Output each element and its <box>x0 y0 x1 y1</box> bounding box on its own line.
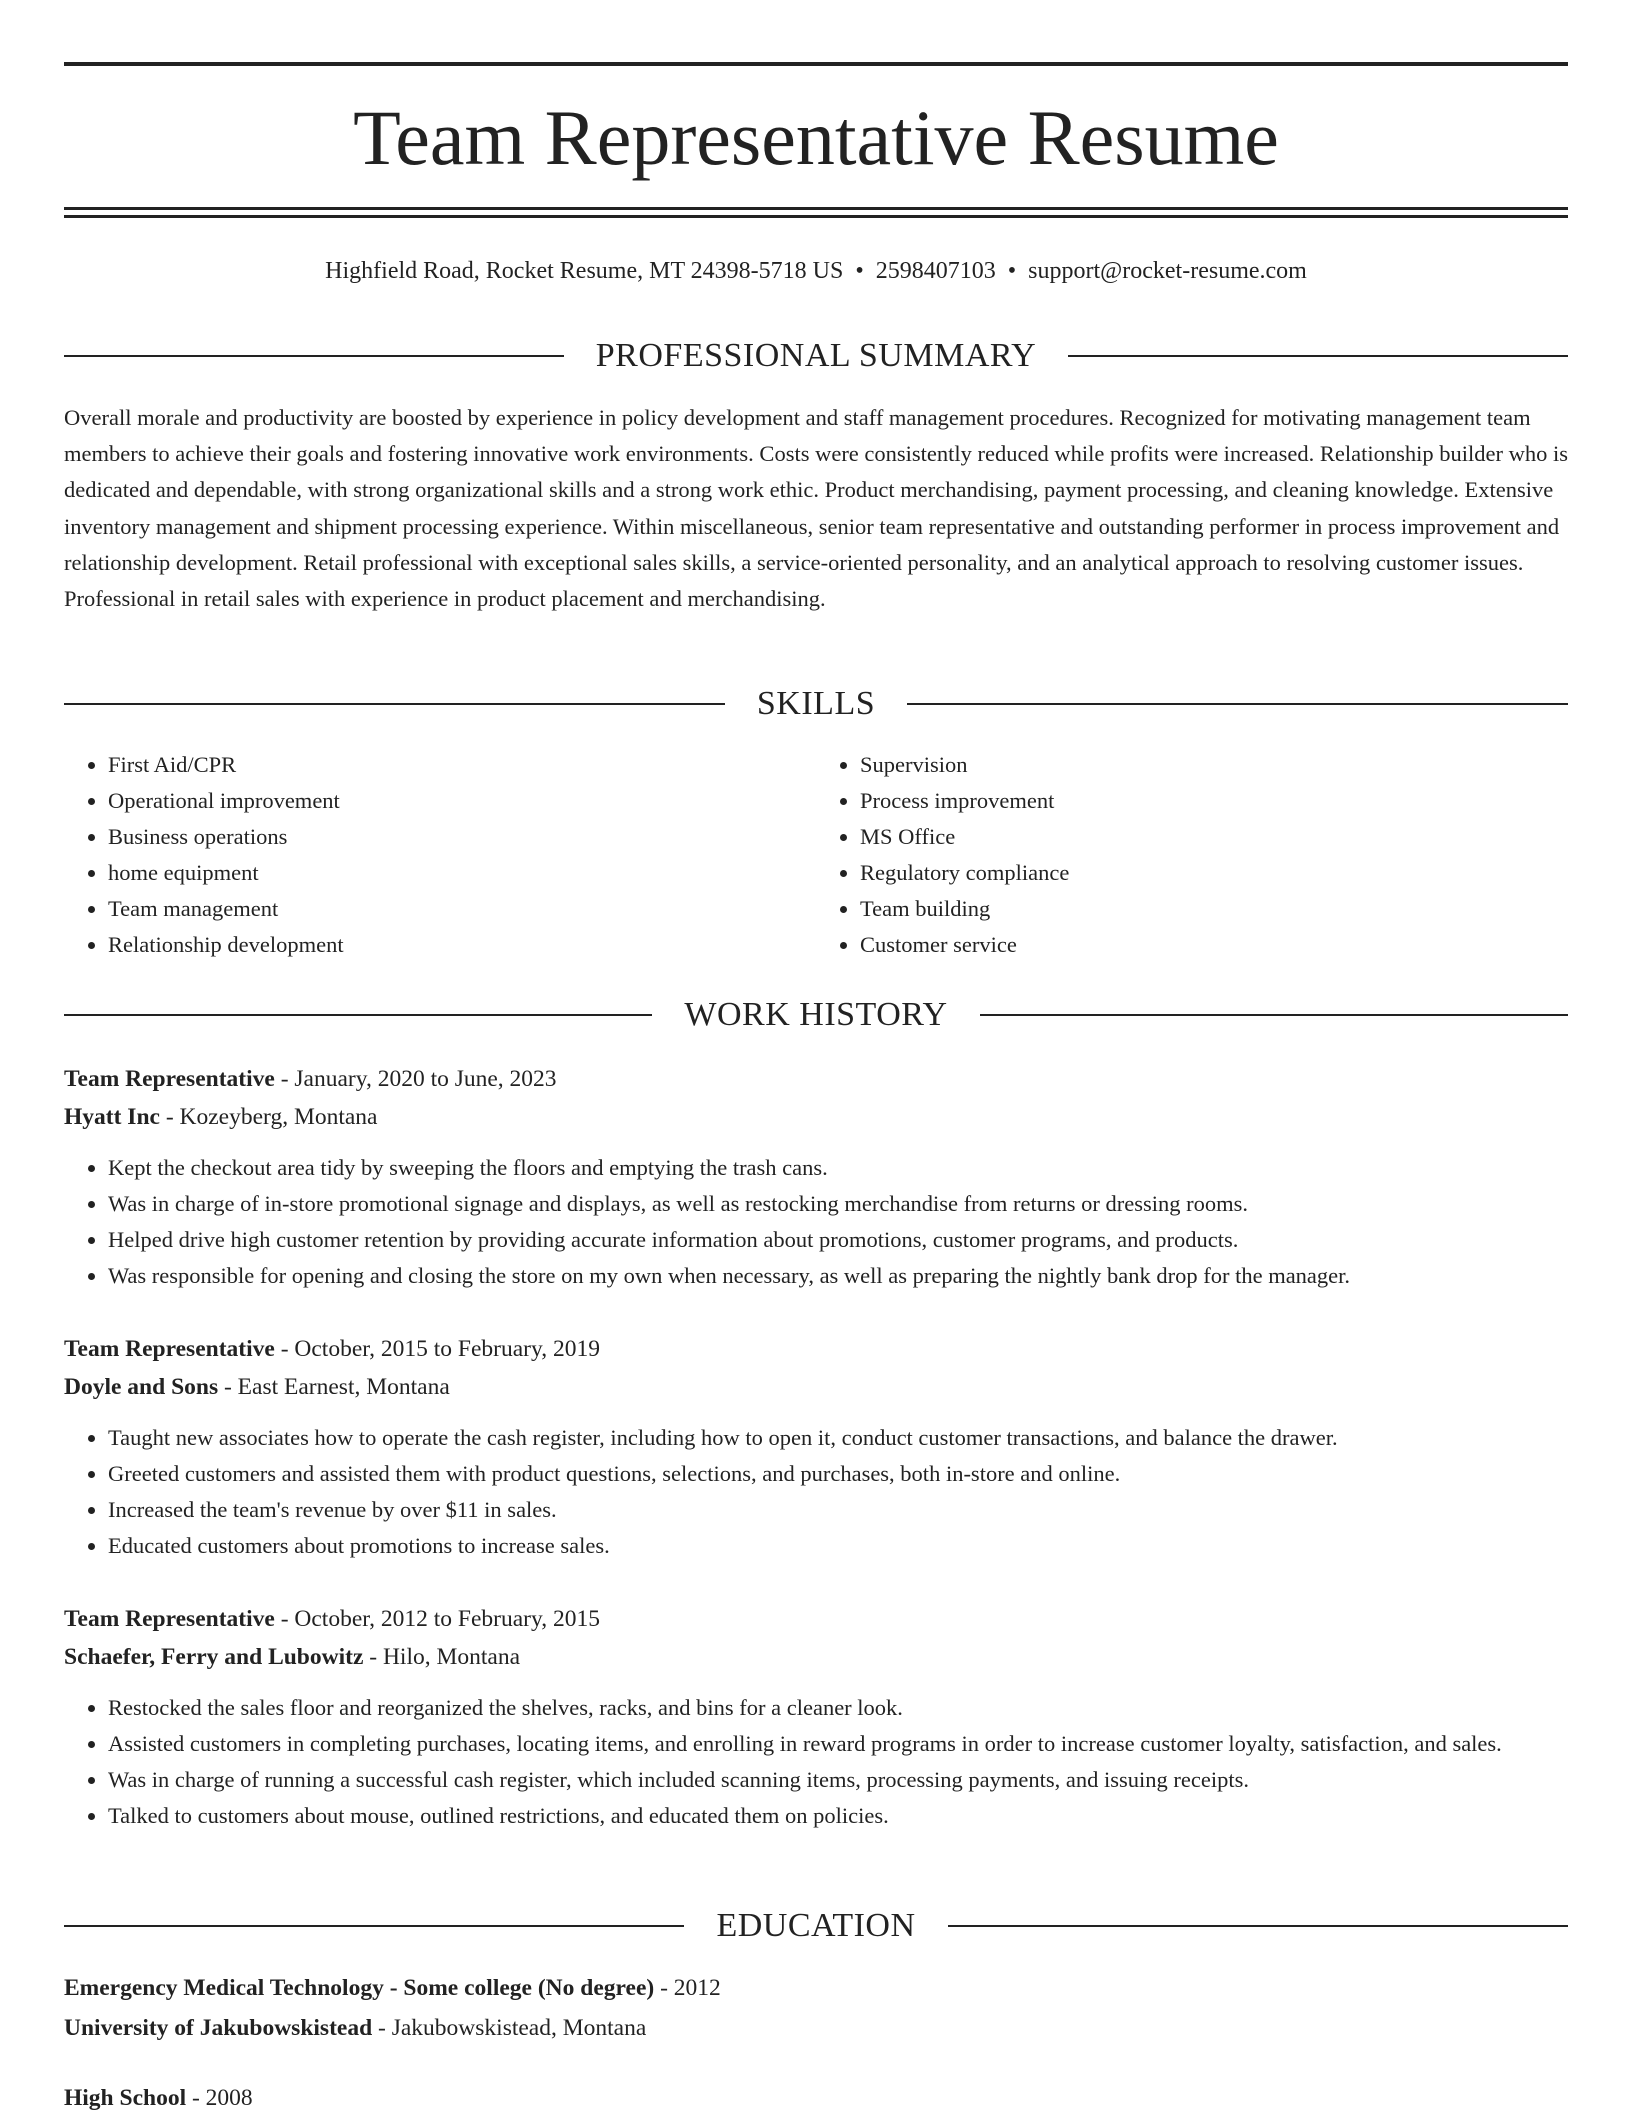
job-bullets <box>64 1690 1568 1834</box>
skill-item: • Customer service <box>860 927 1568 963</box>
job-company-line <box>64 1368 1568 1406</box>
skill-item: • MS Office <box>860 819 1568 855</box>
job-bullet: • Was responsible for opening and closing the store on my own when necessary, as well as preparing the nightly bank drop for the manager. <box>108 1258 1568 1294</box>
skill-item: • Team management <box>108 891 816 927</box>
job-bullet: • Was in charge of in-store promotional signage and displays, as well as restocking merchandise from returns or dressing rooms. <box>108 1186 1568 1222</box>
job-company-line <box>64 1098 1568 1136</box>
education-entry <box>64 2078 1568 2118</box>
section-rule-right <box>907 703 1568 705</box>
contact-email: support@rocket-resume.com <box>1028 258 1307 284</box>
section-rule-right <box>1068 355 1568 357</box>
job-bullet: • Increased the team's revenue by over $11 in sales. <box>108 1492 1568 1528</box>
education-degree-line <box>64 1968 1568 2008</box>
job-title-line <box>64 1600 1568 1638</box>
job-company: Schaefer, Ferry and Lubowitz <box>64 1644 364 1670</box>
section-title-education: EDUCATION <box>716 1907 916 1944</box>
skills-column-left <box>64 747 816 963</box>
contact-separator: • <box>1007 258 1017 284</box>
job-bullet: • Greeted customers and assisted them with product questions, selections, and purchases, both in-store and online. <box>108 1456 1568 1492</box>
header-top-rule <box>64 62 1568 66</box>
skill-item: • Operational improvement <box>108 783 816 819</box>
job-bullet: • Assisted customers in completing purchases, locating items, and enrolling in reward programs in order to increase customer loyalty, satisfaction, and sales. <box>108 1726 1568 1762</box>
section-rule-left <box>64 1925 684 1927</box>
education-location: - Jakubowskistead, Montana <box>372 2015 647 2041</box>
education-school: University of Jakubowskistead <box>64 2015 373 2041</box>
section-header-summary <box>64 334 1568 378</box>
section-header-work <box>64 993 1568 1037</box>
education-year: - 2008 <box>186 2085 253 2111</box>
summary-paragraph: Overall morale and productivity are boosted by experience in policy development and staff management procedures. Recognized for motivating management team members to achieve their goals and fostering innovative work environments. Costs were consistently reduced while profits were increased. Relationship builder who is dedicated and dependable, with strong organizational skills and a strong work ethic. Product merchandising, payment processing, and cleaning knowledge. Extensive inventory management and shipment processing experience. Within miscellaneous, senior team representative and outstanding performer in process improvement and relationship development. Retail professional with exceptional sales skills, a service-oriented personality, and an analytical approach to resolving customer issues. Professional in retail sales with experience in product placement and merchandising. <box>64 405 1568 612</box>
section-rule-left <box>64 355 564 357</box>
job-bullet: • Talked to customers about mouse, outlined restrictions, and educated them on policies. <box>108 1798 1568 1834</box>
job-company: Hyatt Inc <box>64 1104 160 1130</box>
section-rule-right <box>948 1925 1568 1927</box>
skill-item: • Process improvement <box>860 783 1568 819</box>
header-double-rule-lower <box>64 215 1568 218</box>
header-double-rule-upper <box>64 207 1568 210</box>
job-bullet: • Restocked the sales floor and reorganized the shelves, racks, and bins for a cleaner look. <box>108 1690 1568 1726</box>
education-degree: Emergency Medical Technology - Some college (No degree) <box>64 1975 655 2001</box>
education-degree: High School <box>64 2085 187 2111</box>
skill-item: • Team building <box>860 891 1568 927</box>
job-company-line <box>64 1638 1568 1676</box>
skill-item: • First Aid/CPR <box>108 747 816 783</box>
job-entry <box>64 1600 1568 1834</box>
skill-item: • home equipment <box>108 855 816 891</box>
skill-item: • Relationship development <box>108 927 816 963</box>
job-title: Team Representative <box>64 1066 275 1092</box>
education-degree-line <box>64 2078 1568 2118</box>
section-rule-left <box>64 703 725 705</box>
job-entry <box>64 1060 1568 1294</box>
job-bullets <box>64 1150 1568 1294</box>
education-school-line <box>64 2008 1568 2048</box>
job-entry <box>64 1330 1568 1564</box>
job-bullet: • Educated customers about promotions to increase sales. <box>108 1528 1568 1564</box>
job-dates: - October, 2012 to February, 2015 <box>274 1606 600 1632</box>
contact-address: Highfield Road, Rocket Resume, MT 24398-5718 US <box>325 258 844 284</box>
section-title-skills: SKILLS <box>756 685 876 722</box>
education-year: - 2012 <box>654 1975 721 2001</box>
job-bullet: • Was in charge of running a successful cash register, which included scanning items, processing payments, and issuing receipts. <box>108 1762 1568 1798</box>
job-title: Team Representative <box>64 1606 275 1632</box>
job-bullets <box>64 1420 1568 1564</box>
section-header-education <box>64 1904 1568 1948</box>
section-title-summary: PROFESSIONAL SUMMARY <box>595 337 1037 374</box>
section-rule-left <box>64 1014 652 1016</box>
resume-title: Team Representative Resume <box>353 94 1279 181</box>
job-location: - Hilo, Montana <box>363 1644 521 1670</box>
job-bullet: • Taught new associates how to operate the cash register, including how to open it, conduct customer transactions, and balance the drawer. <box>108 1420 1568 1456</box>
job-title: Team Representative <box>64 1336 275 1362</box>
skill-item: • Supervision <box>860 747 1568 783</box>
section-rule-right <box>980 1014 1568 1016</box>
job-location: - East Earnest, Montana <box>218 1374 450 1400</box>
skill-item: • Regulatory compliance <box>860 855 1568 891</box>
section-header-skills <box>64 682 1568 726</box>
job-bullet: • Kept the checkout area tidy by sweeping the floors and emptying the trash cans. <box>108 1150 1568 1186</box>
job-company: Doyle and Sons <box>64 1374 219 1400</box>
job-title-line <box>64 1330 1568 1368</box>
job-title-line <box>64 1060 1568 1098</box>
contact-separator: • <box>855 258 864 284</box>
job-dates: - January, 2020 to June, 2023 <box>274 1066 557 1092</box>
contact-phone: 2598407103 <box>875 258 996 284</box>
section-title-work: WORK HISTORY <box>684 996 948 1033</box>
education-entry <box>64 1968 1568 2048</box>
job-location: - Kozeyberg, Montana <box>159 1104 378 1130</box>
skills-list <box>64 747 1568 963</box>
job-bullet: • Helped drive high customer retention by providing accurate information about promotions, customer programs, and products. <box>108 1222 1568 1258</box>
job-dates: - October, 2015 to February, 2019 <box>274 1336 600 1362</box>
skills-column-right <box>816 747 1568 963</box>
skill-item: • Business operations <box>108 819 816 855</box>
contact-line <box>64 254 1568 288</box>
